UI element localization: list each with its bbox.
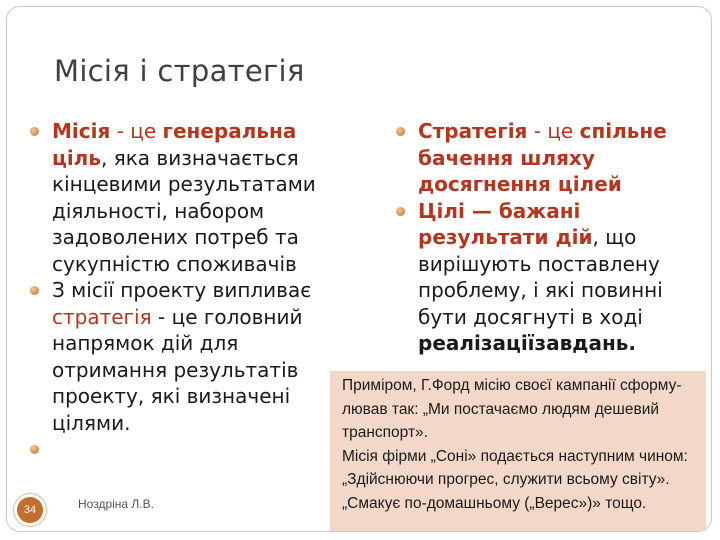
- bullet-icon: [30, 445, 39, 454]
- term-general-goal: генеральна ціль: [52, 119, 297, 170]
- bullet-icon: [396, 207, 405, 216]
- term-goals: Цілі — бажані результати дій: [418, 198, 593, 249]
- goals-definition: , що вирішують поставлену проблему, і які повинні бути досягнуті в ході: [418, 225, 663, 329]
- strategy-definition: - це головний напрямок дій для отримання результатів проекту, які визначені цілями.: [52, 304, 303, 435]
- bullet-icon: [30, 127, 39, 136]
- author-footer: Ноздріна Л.В.: [78, 497, 154, 511]
- bullet-strategy: [396, 118, 696, 198]
- page-number: 34: [17, 497, 43, 523]
- left-column: [30, 118, 350, 462]
- bullet-icon: [30, 286, 39, 295]
- note-ford: Приміром, Г.Форд місію своєї кампанії сформу-лював так: „Ми постачаємо людям дешевий транспорт».: [342, 377, 682, 441]
- example-note: [330, 371, 706, 531]
- goals-tasks: реалізаціїзавдань.: [418, 331, 637, 355]
- bullet-mission: [30, 118, 350, 277]
- bullet-goals: [396, 198, 696, 357]
- dash-text: - це: [527, 119, 580, 143]
- strategy-vision: спільне бачення шляху досягнення цілей: [418, 119, 667, 196]
- bullet-strategy-from-mission: [30, 277, 350, 436]
- term-strategy-right: Стратегія: [418, 119, 528, 143]
- term-strategy: стратегія: [52, 304, 152, 329]
- bullet-icon: [396, 127, 405, 136]
- strategy-intro: З місії проекту випливає: [52, 278, 312, 302]
- slide-title: Місія і стратегія: [54, 54, 305, 88]
- note-sony: Місія фірми „Соні» подається наступним чином: „Здійснюючи прогрес, служити всьому світу». „Смакує по-домашньому („Верес»)» тощо.: [342, 447, 688, 512]
- bullet-empty: [30, 436, 350, 462]
- dash-text: - це: [110, 119, 163, 143]
- mission-definition: , яка визначається кінцевими результатами діяльності, набором задоволених потреб та сукупністю споживачів: [52, 145, 316, 276]
- right-column: [396, 118, 696, 357]
- term-mission: Місія: [52, 119, 111, 143]
